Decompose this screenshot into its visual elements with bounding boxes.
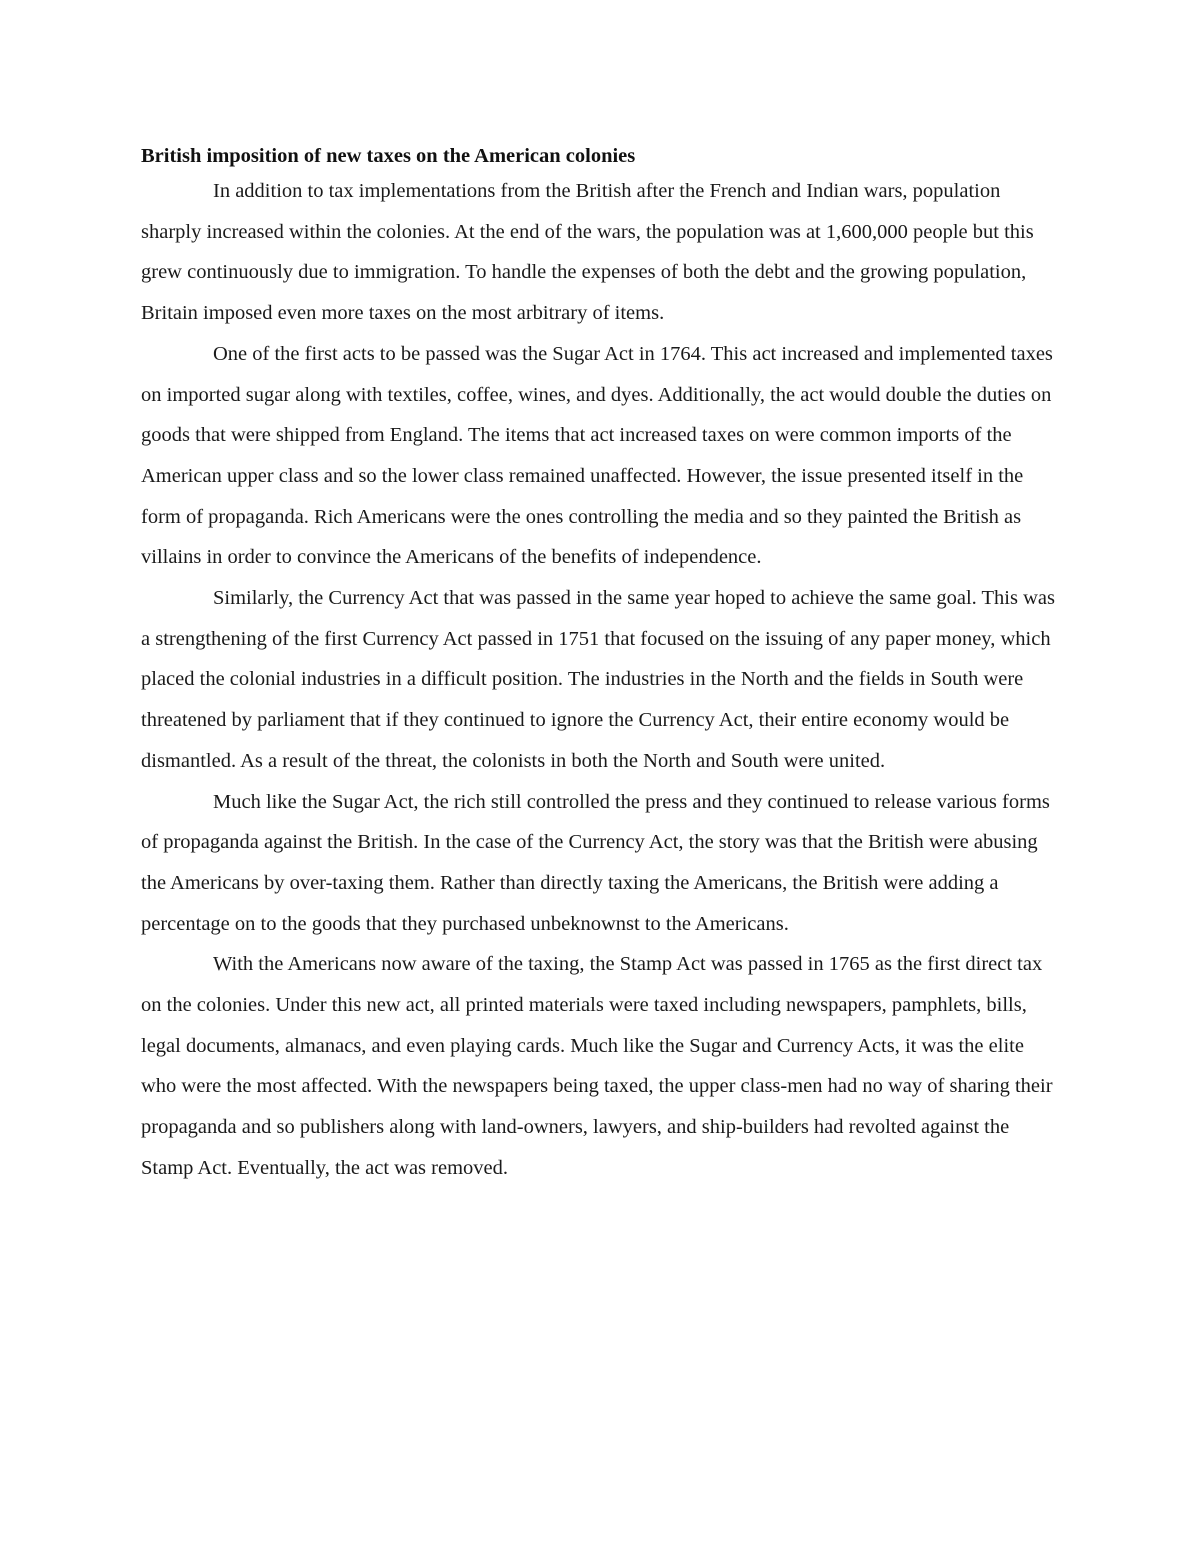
document-body: [141, 142, 1061, 1189]
paragraph-propaganda: Much like the Sugar Act, the rich still controlled the press and they continued to release various forms of propaganda against the British. In the case of the Currency Act, the story was that the British were abusing the Americans by over-taxing them. Rather than directly taxing the Americans, the British were adding a percentage on to the goods that they purchased unbeknownst to the Americans.: [141, 790, 1050, 935]
paragraph-currency-act: Similarly, the Currency Act that was passed in the same year hoped to achieve the same goal. This was a strengthening of the first Currency Act passed in 1751 that focused on the issuing of any paper money, which placed the colonial industries in a difficult position. The industries in the North and the fields in South were threatened by parliament that if they continued to ignore the Currency Act, their entire economy would be dismantled. As a result of the threat, the colonists in both the North and South were united.: [141, 587, 1055, 772]
paragraph-stamp-act: With the Americans now aware of the taxing, the Stamp Act was passed in 1765 as the first direct tax on the colonies. Under this new act, all printed materials were taxed including newspapers, pamphlets, bills, legal documents, almanacs, and even playing cards. Much like the Sugar and Currency Acts, it was the elite who were the most affected. With the newspapers being taxed, the upper class-men had no way of sharing their propaganda and so publishers along with land-owners, lawyers, and ship-builders had revolted against the Stamp Act. Eventually, the act was removed.: [141, 953, 1053, 1179]
document-heading: British imposition of new taxes on the American colonies: [141, 145, 636, 167]
paragraph-sugar-act: One of the first acts to be passed was the Sugar Act in 1764. This act increased and implemented taxes on imported sugar along with textiles, coffee, wines, and dyes. Additionally, the act would double the duties on goods that were shipped from England. The items that act increased taxes on were common imports of the American upper class and so the lower class remained unaffected. However, the issue presented itself in the form of propaganda. Rich Americans were the ones controlling the media and so they painted the British as villains in order to convince the Americans of the benefits of independence.: [141, 342, 1053, 569]
paragraph-population: In addition to tax implementations from the British after the French and Indian wars, population sharply increased within the colonies. At the end of the wars, the population was at 1,600,000 people but this grew continuously due to immigration. To handle the expenses of both the debt and the growing population, Britain imposed even more taxes on the most arbitrary of items.: [141, 180, 1034, 325]
